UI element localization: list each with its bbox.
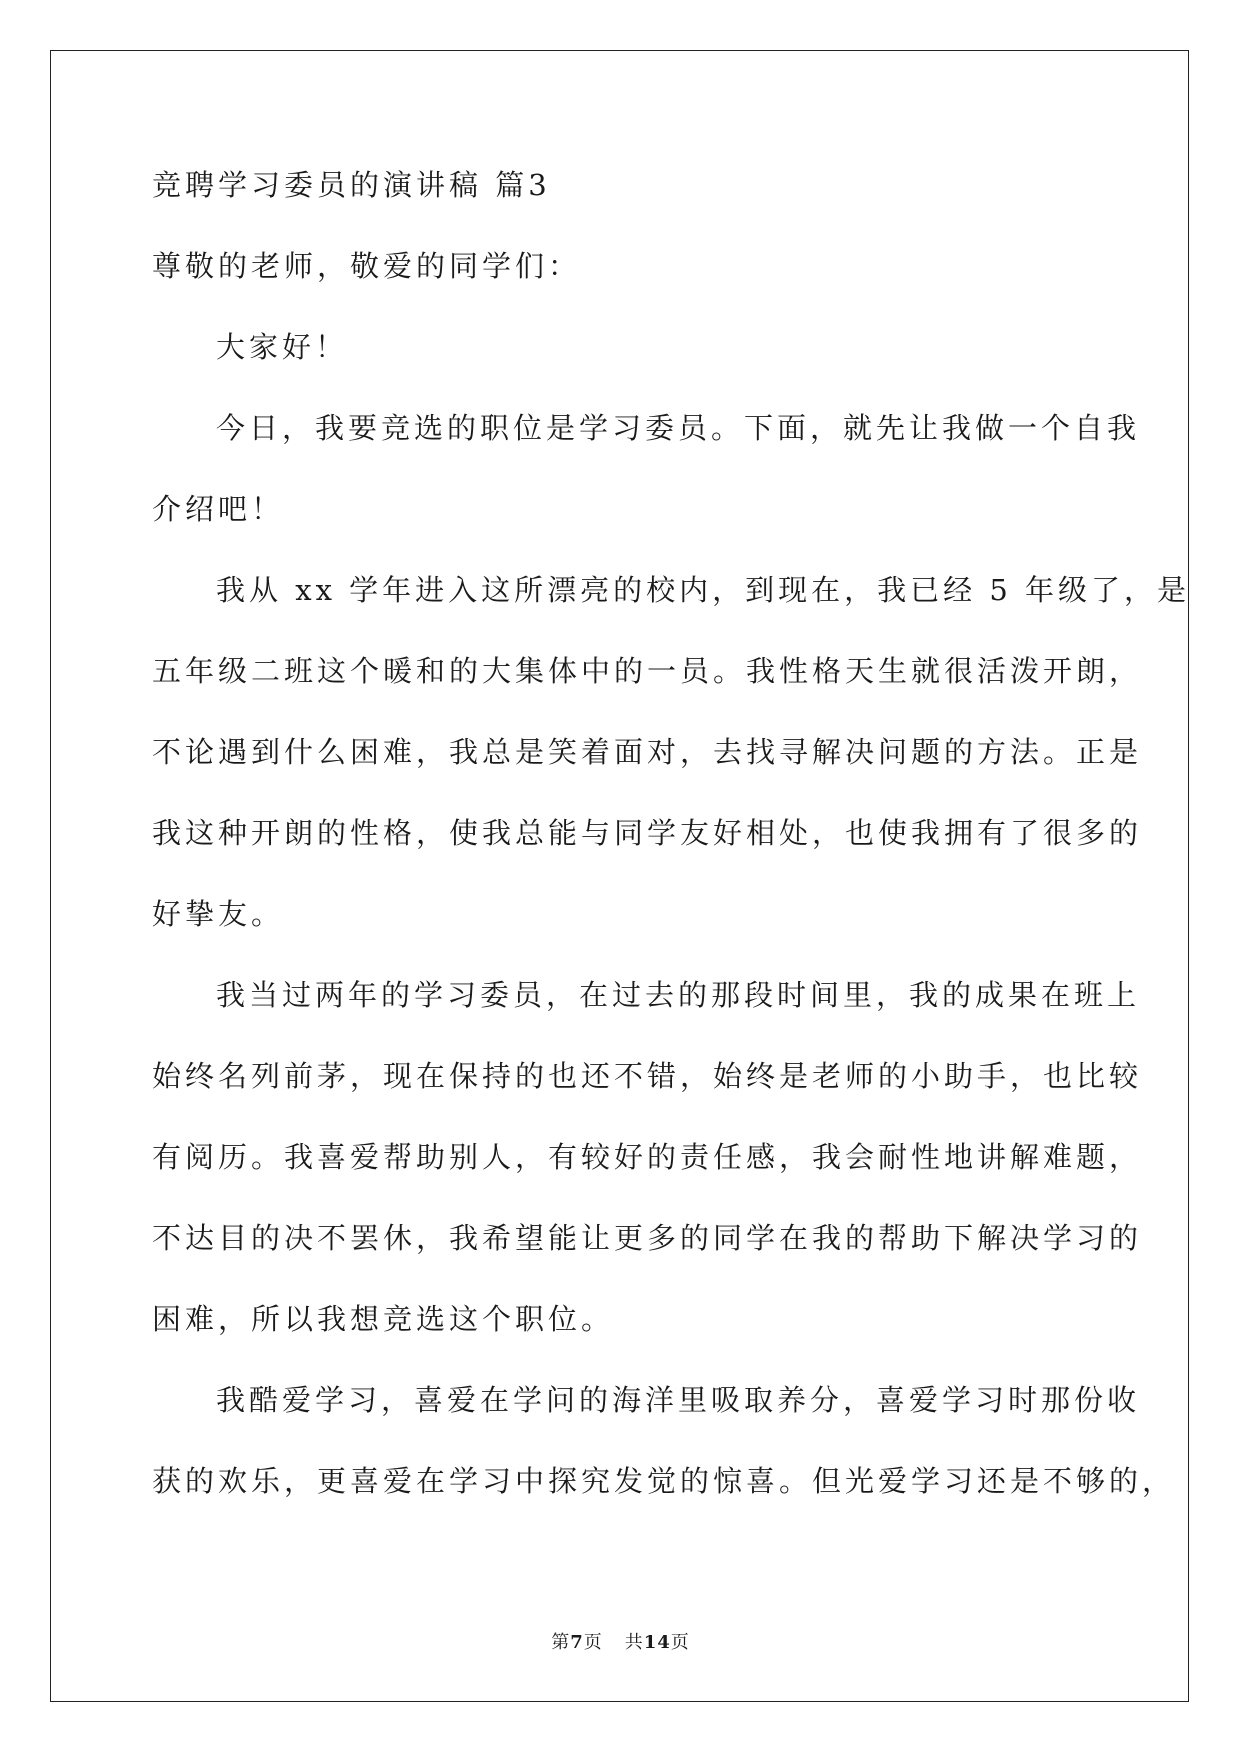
paragraph-line: 大家好！	[216, 330, 349, 364]
page-footer	[0, 1628, 1241, 1654]
total-unit: 页	[670, 1632, 690, 1653]
paragraph-line: 五年级二班这个暖和的大集体中的一员。我性格天生就很活泼开朗，	[152, 654, 1143, 688]
document-body	[152, 165, 1191, 1502]
paragraph-line: 好挚友。	[152, 897, 285, 931]
page-total: 14	[643, 1632, 671, 1653]
document-title: 竞聘学习委员的演讲稿 篇3	[152, 168, 551, 202]
paragraph-line: 我当过两年的学习委员，在过去的那段时间里，我的成果在班上	[216, 978, 1141, 1012]
total-prefix: 共	[624, 1632, 644, 1653]
paragraph-line: 我酷爱学习，喜爱在学问的海洋里吸取养分，喜爱学习时那份收	[216, 1383, 1141, 1417]
paragraph-line: 有阅历。我喜爱帮助别人，有较好的责任感，我会耐性地讲解难题，	[152, 1140, 1143, 1174]
paragraph-line: 不论遇到什么困难，我总是笑着面对，去找寻解决问题的方法。正是	[152, 735, 1143, 769]
paragraph-line: 我这种开朗的性格，使我总能与同学友好相处，也使我拥有了很多的	[152, 816, 1143, 850]
page-prefix: 第	[551, 1632, 571, 1653]
paragraph-line: 获的欢乐，更喜爱在学习中探究发觉的惊喜。但光爱学习还是不够的，	[152, 1464, 1176, 1498]
paragraph-line: 困难，所以我想竞选这个职位。	[152, 1302, 615, 1336]
paragraph-line: 不达目的决不罢休，我希望能让更多的同学在我的帮助下解决学习的	[152, 1221, 1143, 1255]
paragraph-line: 始终名列前茅，现在保持的也还不错，始终是老师的小助手，也比较	[152, 1059, 1143, 1093]
paragraph-line: 介绍吧！	[152, 492, 285, 526]
paragraph-line: 我从 xx 学年进入这所漂亮的校内，到现在，我已经 5 年级了，是	[216, 573, 1191, 607]
page-unit: 页	[583, 1632, 603, 1653]
page-current: 7	[570, 1632, 584, 1653]
salutation: 尊敬的老师，敬爱的同学们：	[152, 249, 582, 283]
paragraph-line: 今日，我要竞选的职位是学习委员。下面，就先让我做一个自我	[216, 411, 1141, 445]
